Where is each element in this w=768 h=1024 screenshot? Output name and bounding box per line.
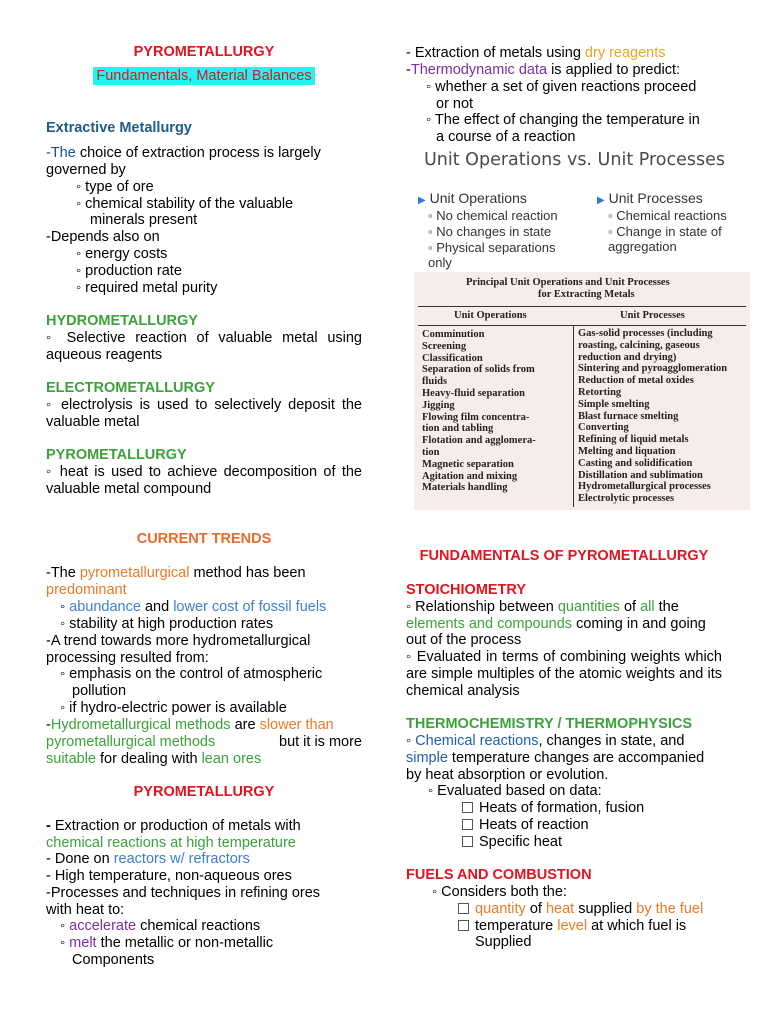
table-ops-row: tion and tabling	[422, 423, 494, 435]
hydro-text: ◦ Selective reaction of valuable metal using aqueous reagents	[46, 330, 362, 363]
unit-ops-item-3: ◦ Physical separations	[428, 240, 556, 255]
table-procs-row: roasting, calcining, gaseous	[578, 339, 700, 351]
fuels-line-3: temperature level at which fuel is	[458, 918, 686, 935]
unit-procs-item-2: ◦ Change in state of	[608, 224, 722, 239]
trends-line-11: pyrometallurgical methods but it is more	[46, 734, 362, 750]
table-procs-row: Retorting	[578, 387, 622, 398]
checkbox-icon	[458, 903, 469, 914]
unit-procs-item-1: ◦ Chemical reactions	[608, 208, 727, 223]
table-ops-row: Screening	[422, 340, 467, 352]
right-top-line-2: -Thermodynamic data is applied to predict:	[406, 62, 681, 78]
table-procs-row: Refining of liquid metals	[578, 434, 689, 446]
table-header-rule	[418, 325, 746, 326]
unit-ops-item-1: ◦ No chemical reaction	[428, 208, 558, 223]
table-ops-row: Agitation and mixing	[422, 470, 518, 482]
unit-procs-heading: ▶ Unit Processes	[597, 190, 703, 206]
trends-line-3: ◦ abundance and lower cost of fossil fuels	[60, 599, 327, 615]
right-top-line-5: ◦ The effect of changing the temperature in	[426, 112, 700, 128]
bullet-type-of-ore: ◦ type of ore	[76, 179, 154, 195]
checkbox-icon	[462, 836, 473, 847]
triangle-bullet-icon: ▶	[597, 195, 605, 206]
table-ops-row: Flotation and agglomera-	[422, 435, 536, 447]
table-ops-row: Magnetic separation	[422, 458, 514, 470]
trends-line-10: -Hydrometallurgical methods are slower than	[46, 717, 334, 733]
unit-ops-item-4: only	[428, 255, 452, 270]
extractive-line-3: -Depends also on	[46, 229, 160, 245]
table-col-procs: Unit Processes	[620, 310, 685, 321]
trends-line-2: predominant	[46, 582, 127, 598]
table-procs-row: Reduction of metal oxides	[578, 375, 694, 387]
unit-ops-heading: ▶ Unit Operations	[418, 190, 527, 206]
trends-line-9: ◦ if hydro-electric power is available	[60, 700, 287, 716]
checkbox-icon	[462, 802, 473, 813]
unit-ops-title: Unit Operations vs. Unit Processes	[424, 150, 726, 170]
table-procs-row: reduction and drying)	[578, 351, 677, 363]
thermo-line-5: Heats of formation, fusion	[462, 800, 644, 817]
pyro2-line-6: with heat to:	[46, 902, 125, 918]
bullet-energy-costs: ◦ energy costs	[76, 246, 168, 262]
trends-line-4: ◦ stability at high production rates	[60, 616, 274, 632]
fuels-line-2: quantity of heat supplied by the fuel	[458, 901, 703, 918]
table-procs-row: Electrolytic processes	[578, 493, 675, 505]
table-ops-row: Jigging	[422, 399, 455, 411]
table-procs-row: Hydrometallurgical processes	[578, 481, 711, 493]
right-top-line-6: a course of a reaction	[436, 129, 576, 145]
pyro2-line-5: -Processes and techniques in refining ores	[46, 885, 321, 901]
trends-line-12: suitable for dealing with lean ores	[46, 751, 262, 767]
extractive-line-2: governed by	[46, 162, 126, 178]
stoich-line-2: elements and compounds coming in and going	[406, 616, 706, 632]
stoich-line-4: ◦ Evaluated in terms of combining weights which are simple multiples of the atomic weights and its chemical analysis	[406, 649, 722, 699]
trends-heading: CURRENT TRENDS	[136, 531, 272, 547]
electro-text: ◦ electrolysis is used to selectively deposit the valuable metal	[46, 397, 362, 430]
pyro2-line-2: chemical reactions at high temperature	[46, 835, 296, 851]
extractive-line-1: -The choice of extraction process is largely	[46, 145, 321, 161]
stoich-line-3: out of the process	[406, 632, 522, 648]
thermo-heading: THERMOCHEMISTRY / THERMOPHYSICS	[406, 716, 692, 732]
bullet-chemical-stability-cont: minerals present	[90, 212, 198, 228]
table-procs-row: Casting and solidification	[578, 457, 693, 469]
stoich-line-1: ◦ Relationship between quantities of all the	[406, 599, 679, 615]
table-procs-row: Simple smelting	[578, 398, 650, 410]
table-ops-row: fluids	[422, 376, 448, 388]
checkbox-icon	[462, 819, 473, 830]
fund-heading: FUNDAMENTALS OF PYROMETALLURGY	[419, 548, 709, 564]
pyro2-line-4: - High temperature, non-aqueous ores	[46, 868, 292, 884]
pyro2-line-9: Components	[72, 952, 155, 968]
checkbox-icon	[458, 920, 469, 931]
right-top-line-4: or not	[436, 96, 474, 112]
table-ops-row: Separation of solids from	[422, 364, 535, 376]
trends-line-6: processing resulted from:	[46, 650, 209, 666]
table-col-ops: Unit Operations	[454, 310, 527, 321]
table-ops-row: Heavy-fluid separation	[422, 388, 525, 399]
table-ops-row: Comminution	[422, 329, 485, 340]
pyro2-heading: PYROMETALLURGY	[133, 784, 275, 800]
trends-line-8: pollution	[72, 683, 127, 699]
table-procs-row: Converting	[578, 422, 629, 434]
bullet-production-rate: ◦ production rate	[76, 263, 182, 279]
trends-line-7: ◦ emphasis on the control of atmospheric	[60, 666, 323, 682]
pyro2-line-7: ◦ accelerate chemical reactions	[60, 918, 261, 934]
pyro2-line-3: - Done on reactors w/ refractors	[46, 851, 250, 867]
fuels-heading: FUELS AND COMBUSTION	[406, 867, 592, 883]
trends-line-5: -A trend towards more hydrometallurgical	[46, 633, 311, 649]
table-title-1: Principal Unit Operations and Unit Processes	[466, 277, 670, 288]
table-ops-row: Classification	[422, 352, 483, 364]
thermo-line-2: simple temperature changes are accompanied	[406, 750, 705, 766]
thermo-line-4: ◦ Evaluated based on data:	[428, 783, 602, 799]
thermo-line-7: Specific heat	[462, 834, 562, 851]
right-top-line-3: ◦ whether a set of given reactions proceed	[426, 79, 697, 95]
fuels-line-1: ◦ Considers both the:	[432, 884, 567, 900]
pyro-heading: PYROMETALLURGY	[46, 447, 187, 463]
hydro-heading: HYDROMETALLURGY	[46, 313, 198, 329]
fuels-line-4: Supplied	[475, 934, 532, 950]
thermo-line-1: ◦ Chemical reactions, changes in state, and	[406, 733, 685, 749]
bullet-chemical-stability: ◦ chemical stability of the valuable	[76, 196, 294, 212]
pyro2-line-1: - Extraction or production of metals with	[46, 818, 301, 834]
stoich-heading: STOICHIOMETRY	[406, 582, 527, 598]
pyro-text: ◦ heat is used to achieve decomposition of the valuable metal compound	[46, 464, 362, 497]
table-ops-row: Flowing film concentra-	[422, 411, 530, 423]
table-ops-row: tion	[422, 447, 440, 458]
table-procs-row: Gas-solid processes (including	[578, 328, 713, 339]
right-top-line-1: - Extraction of metals using dry reagents	[406, 45, 666, 61]
pyro2-line-8: ◦ melt the metallic or non-metallic	[60, 935, 274, 951]
thermo-line-3: by heat absorption or evolution.	[406, 767, 609, 783]
unit-procs-item-3: aggregation	[608, 239, 677, 254]
extractive-heading: Extractive Metallurgy	[46, 120, 192, 136]
table-procs-row: Sintering and pyroagglomeration	[578, 363, 728, 375]
thermo-line-6: Heats of reaction	[462, 817, 589, 834]
unit-ops-item-2: ◦ No changes in state	[428, 224, 552, 239]
table-title-2: for Extracting Metals	[538, 289, 635, 300]
table-ops-row: Materials handling	[422, 482, 508, 494]
table-procs-row: Melting and liquation	[578, 446, 676, 457]
unit-ops-table	[414, 272, 750, 510]
triangle-bullet-icon: ▶	[418, 195, 426, 206]
trends-line-1: -The pyrometallurgical method has been	[46, 565, 306, 581]
table-procs-row: Blast furnace smelting	[578, 410, 679, 422]
doc-title: PYROMETALLURGY	[133, 44, 275, 60]
table-procs-row: Distillation and sublimation	[578, 469, 703, 481]
doc-subtitle: Fundamentals, Material Balances	[0, 68, 408, 85]
bullet-metal-purity: ◦ required metal purity	[76, 280, 218, 296]
table-top-rule	[418, 306, 746, 307]
electro-heading: ELECTROMETALLURGY	[46, 380, 215, 396]
table-divider	[573, 325, 574, 507]
